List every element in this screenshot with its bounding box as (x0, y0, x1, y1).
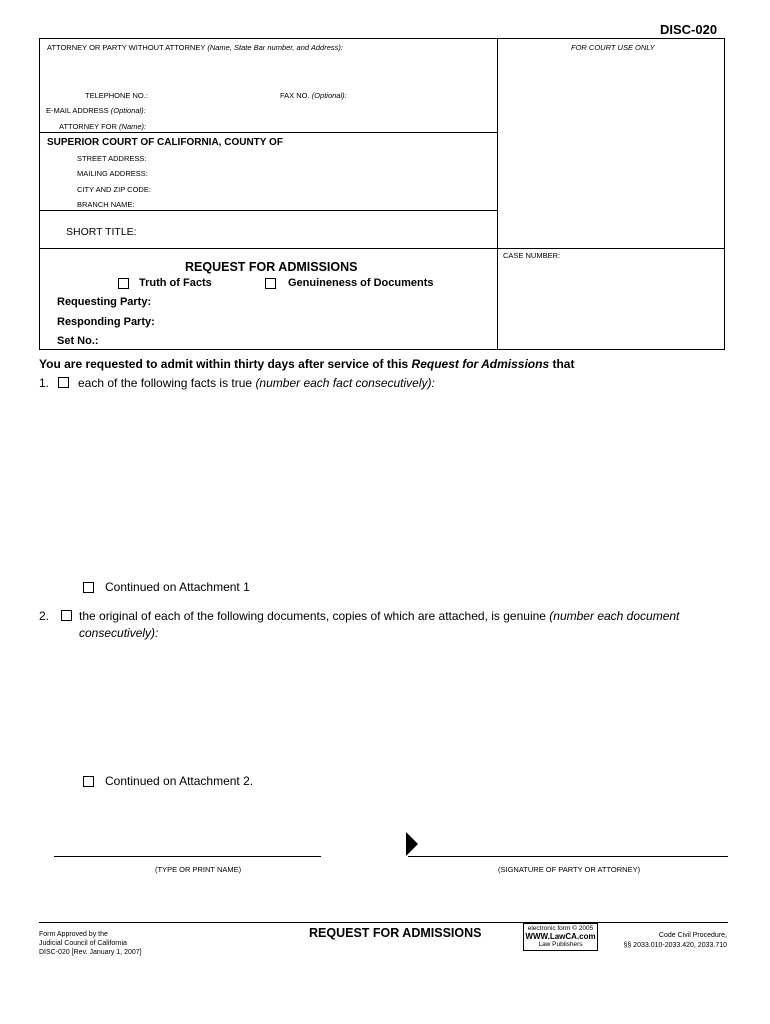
court-use-label: FOR COURT USE ONLY (571, 43, 655, 52)
item2-continued-label: Continued on Attachment 2. (105, 774, 254, 788)
email-label: E-MAIL ADDRESS (Optional): (46, 106, 146, 115)
case-number-label: CASE NUMBER: (503, 251, 561, 260)
court-title: SUPERIOR COURT OF CALIFORNIA, COUNTY OF (47, 137, 283, 148)
truth-of-facts-label: Truth of Facts (139, 277, 212, 289)
title-divider (39, 248, 725, 249)
short-title-divider (39, 210, 497, 211)
item2-text-cont: consecutively): (79, 626, 159, 640)
item2-text: the original of each of the following documents, copies of which are attached, is genuine (number each document (79, 609, 680, 623)
item1-checkbox[interactable] (58, 377, 69, 388)
print-name-line[interactable] (54, 856, 321, 857)
court-divider (39, 132, 497, 133)
item1-continued-checkbox[interactable] (83, 582, 94, 593)
item1-continued-label: Continued on Attachment 1 (105, 580, 250, 594)
item2-continued-checkbox[interactable] (83, 776, 94, 787)
signature-line[interactable] (408, 856, 728, 857)
responding-party-label: Responding Party: (57, 316, 155, 328)
code-reference: Code Civil Procedure, §§ 2033.010-2033.420, 2033.710 (623, 932, 727, 949)
city-zip-label: CITY AND ZIP CODE: (77, 185, 151, 194)
request-title: REQUEST FOR ADMISSIONS (185, 260, 358, 274)
item1-text: each of the following facts is true (number each fact consecutively): (78, 376, 435, 390)
item2-number: 2. (39, 609, 50, 623)
form-approval: Form Approved by the Judicial Council of California DISC-020 [Rev. January 1, 2007] (39, 931, 142, 956)
fax-label: FAX NO. (Optional): (280, 91, 347, 100)
genuineness-label: Genuineness of Documents (288, 277, 434, 289)
street-address-label: STREET ADDRESS: (77, 154, 147, 163)
set-no-label: Set No.: (57, 335, 99, 347)
branch-name-label: BRANCH NAME: (77, 200, 135, 209)
signature-caption: (SIGNATURE OF PARTY OR ATTORNEY) (498, 865, 641, 874)
truth-of-facts-checkbox[interactable] (118, 278, 129, 289)
item2-checkbox[interactable] (61, 610, 72, 621)
lawca-stamp: electronic form © 2005 WWW.LawCA.com Law Publishers (523, 923, 598, 951)
signature-arrow-icon (406, 832, 418, 856)
attorney-label: ATTORNEY OR PARTY WITHOUT ATTORNEY (Name, State Bar number, and Address): (47, 43, 343, 52)
requesting-party-label: Requesting Party: (57, 296, 152, 308)
mailing-address-label: MAILING ADDRESS: (77, 169, 148, 178)
intro-text: You are requested to admit within thirty days after service of this Request for Admissions that (39, 357, 575, 371)
form-number: DISC-020 (660, 22, 718, 37)
footer-rule (39, 922, 728, 923)
footer-title: REQUEST FOR ADMISSIONS (309, 926, 482, 940)
attorney-for-label: ATTORNEY FOR (Name): (59, 122, 147, 131)
print-name-caption: (TYPE OR PRINT NAME) (155, 865, 242, 874)
caption-divider (497, 38, 498, 350)
short-title-label: SHORT TITLE: (66, 226, 137, 238)
telephone-label: TELEPHONE NO.: (85, 91, 148, 100)
item1-number: 1. (39, 376, 50, 390)
genuineness-checkbox[interactable] (265, 278, 276, 289)
